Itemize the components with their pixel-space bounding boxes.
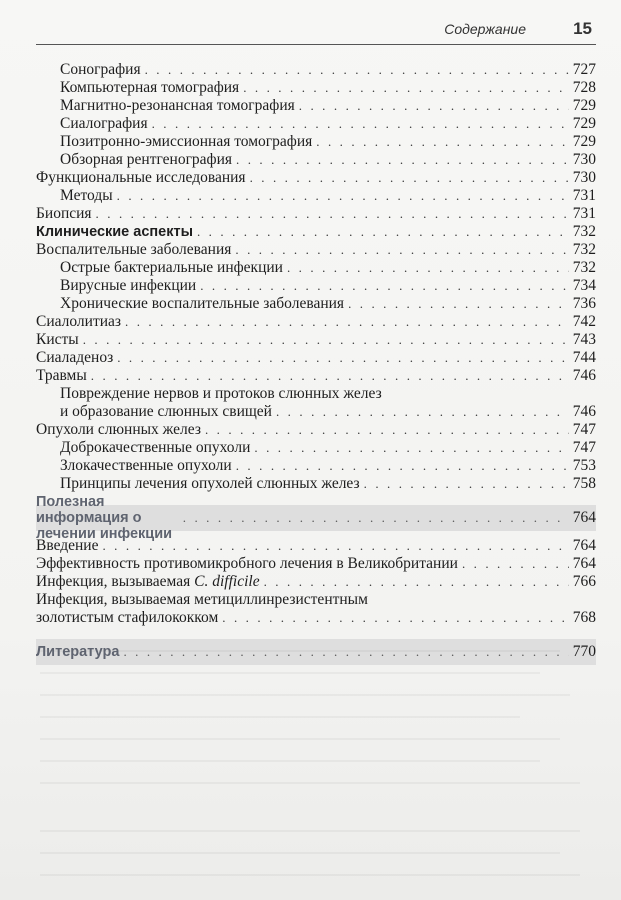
dot-leader	[83, 331, 569, 349]
dot-leader	[276, 403, 569, 421]
toc-group-b	[36, 421, 596, 493]
toc-entry	[36, 133, 596, 151]
toc-entry	[36, 537, 596, 555]
toc-entry	[36, 223, 596, 241]
dot-leader	[117, 187, 569, 205]
toc-entry-title-italic: C. difficile	[194, 573, 260, 590]
dot-leader	[299, 97, 569, 115]
toc-entry-page: 732	[572, 223, 596, 240]
dot-leader	[236, 457, 569, 475]
toc-entry-title: Хронические воспалительные заболевания	[60, 295, 345, 312]
toc-entry-page: 746	[572, 403, 596, 420]
toc-entry-title: Доброкачественные опухоли	[60, 439, 251, 456]
toc-entry-title: Позитронно-эмиссионная томография	[60, 133, 313, 150]
toc-entry-page: 731	[572, 205, 596, 222]
dot-leader	[222, 609, 568, 627]
toc-entry	[36, 241, 596, 259]
toc-entry-page: 730	[572, 169, 596, 186]
toc-entry-page: 764	[572, 537, 596, 554]
dot-leader	[235, 241, 568, 259]
toc-entry	[36, 421, 596, 439]
toc-entry-page: 742	[572, 313, 596, 330]
dot-leader	[183, 510, 569, 526]
toc-entry-page: 768	[572, 609, 596, 626]
dot-leader	[200, 277, 569, 295]
toc-section-title: Литература	[36, 644, 120, 660]
toc-entry-page: 734	[572, 277, 596, 294]
dot-leader	[117, 349, 569, 367]
toc-entry-page: 747	[572, 421, 596, 438]
toc-entry-title: Обзорная рентгенография	[60, 151, 233, 168]
toc-entry-page: 736	[572, 295, 596, 312]
toc-entry	[36, 259, 596, 277]
dot-leader	[96, 205, 569, 223]
toc-entry	[36, 475, 596, 493]
dot-leader	[462, 555, 569, 573]
toc-entry-page: 747	[572, 439, 596, 456]
toc-entry	[36, 187, 596, 205]
header-rule	[36, 44, 596, 45]
toc-entry	[36, 295, 596, 313]
toc-entry-title: Сиалография	[60, 115, 148, 132]
header-page-number: 15	[573, 19, 592, 38]
table-of-contents	[36, 61, 596, 671]
toc-entry-page: 744	[572, 349, 596, 366]
toc-section-useful-info	[36, 494, 596, 542]
toc-entry-page: 766	[572, 573, 596, 590]
dot-leader	[123, 644, 568, 660]
toc-entry-title	[36, 573, 260, 591]
toc-entry-title-prefix: Инфекция, вызываемая	[36, 573, 195, 590]
toc-entry-mrsa	[36, 591, 596, 627]
toc-entry-title: Опухоли слюнных желез	[36, 421, 201, 438]
toc-entry	[36, 61, 596, 79]
toc-entry-page: 764	[572, 555, 596, 572]
toc-entry-title: Воспалительные заболевания	[36, 241, 232, 258]
toc-entry-title: Вирусные инфекции	[60, 277, 197, 294]
header-section-name: Содержание	[444, 21, 526, 37]
toc-entry	[36, 97, 596, 115]
toc-entry-title-line1: Повреждение нервов и протоков слюнных желез	[60, 385, 382, 402]
toc-entry-title: Введение	[36, 537, 99, 554]
dot-leader	[287, 259, 569, 277]
toc-entry	[36, 367, 596, 385]
dot-leader	[236, 151, 569, 169]
toc-entry	[36, 79, 596, 97]
dot-leader	[364, 475, 569, 493]
toc-entry	[36, 277, 596, 295]
toc-entry	[36, 439, 596, 457]
dot-leader	[205, 421, 569, 439]
toc-entry-page: 758	[572, 475, 596, 492]
toc-entry	[36, 349, 596, 367]
toc-entry-title-line2: и образование слюнных свищей	[60, 403, 272, 420]
dot-leader	[197, 223, 569, 241]
toc-section-title: Полезная информация о лечении инфекции	[36, 494, 173, 542]
toc-entry	[36, 331, 596, 349]
toc-entry-title: Эффективность противомикробного лечения в Великобритании	[36, 555, 458, 572]
toc-entry-page: 732	[572, 241, 596, 258]
toc-entry-title: Биопсия	[36, 205, 92, 222]
toc-section-literature	[36, 639, 596, 665]
toc-entry-nerve-injury	[36, 385, 596, 421]
toc-entry	[36, 169, 596, 187]
toc-entry-page: 743	[572, 331, 596, 348]
toc-group-a	[36, 61, 596, 385]
toc-entry-title: Сонография	[60, 61, 141, 78]
toc-entry	[36, 115, 596, 133]
toc-entry-title: Магнитно-резонансная томография	[60, 97, 295, 114]
toc-entry-title: Острые бактериальные инфекции	[60, 259, 283, 276]
toc-entry-page: 731	[572, 187, 596, 204]
toc-section-page: 764	[572, 509, 596, 526]
dot-leader	[152, 115, 569, 133]
toc-entry	[36, 457, 596, 475]
dot-leader	[125, 313, 569, 331]
dot-leader	[102, 537, 568, 555]
toc-entry	[36, 205, 596, 223]
toc-entry-page: 753	[572, 457, 596, 474]
dot-leader	[250, 169, 569, 187]
dot-leader	[254, 439, 568, 457]
dot-leader	[348, 295, 569, 313]
toc-entry-title: Функциональные исследования	[36, 169, 246, 186]
toc-entry-page: 729	[572, 97, 596, 114]
toc-entry-title-line1: Инфекция, вызываемая метициллинрезистентным	[36, 591, 368, 608]
dot-leader	[243, 79, 569, 97]
toc-entry-page: 732	[572, 259, 596, 276]
toc-entry-page: 728	[572, 79, 596, 96]
toc-entry-cdiff	[36, 573, 596, 591]
toc-entry-title: Сиалолитиаз	[36, 313, 122, 330]
toc-entry-title: Кисты	[36, 331, 79, 348]
toc-entry-title: Злокачественные опухоли	[60, 457, 232, 474]
toc-entry	[36, 555, 596, 573]
dot-leader	[264, 573, 569, 591]
toc-entry-title: Принципы лечения опухолей слюнных желез	[60, 475, 360, 492]
toc-entry-page: 729	[572, 133, 596, 150]
toc-entry-page: 727	[572, 61, 596, 78]
toc-entry	[36, 151, 596, 169]
toc-entry-title-line2: золотистым стафилококком	[36, 609, 219, 626]
toc-entry-page: 730	[572, 151, 596, 168]
dot-leader	[316, 133, 568, 151]
toc-entry-title: Сиаладеноз	[36, 349, 114, 366]
toc-section-page: 770	[572, 643, 596, 660]
toc-entry-title: Методы	[60, 187, 113, 204]
toc-entry-title: Клинические аспекты	[36, 224, 193, 240]
toc-entry-page: 746	[572, 367, 596, 384]
toc-entry-page: 729	[572, 115, 596, 132]
toc-entry-title: Травмы	[36, 367, 87, 384]
toc-entry	[36, 313, 596, 331]
toc-group-c	[36, 537, 596, 573]
dot-leader	[91, 367, 569, 385]
dot-leader	[145, 61, 569, 79]
toc-entry-title: Компьютерная томография	[60, 79, 240, 96]
